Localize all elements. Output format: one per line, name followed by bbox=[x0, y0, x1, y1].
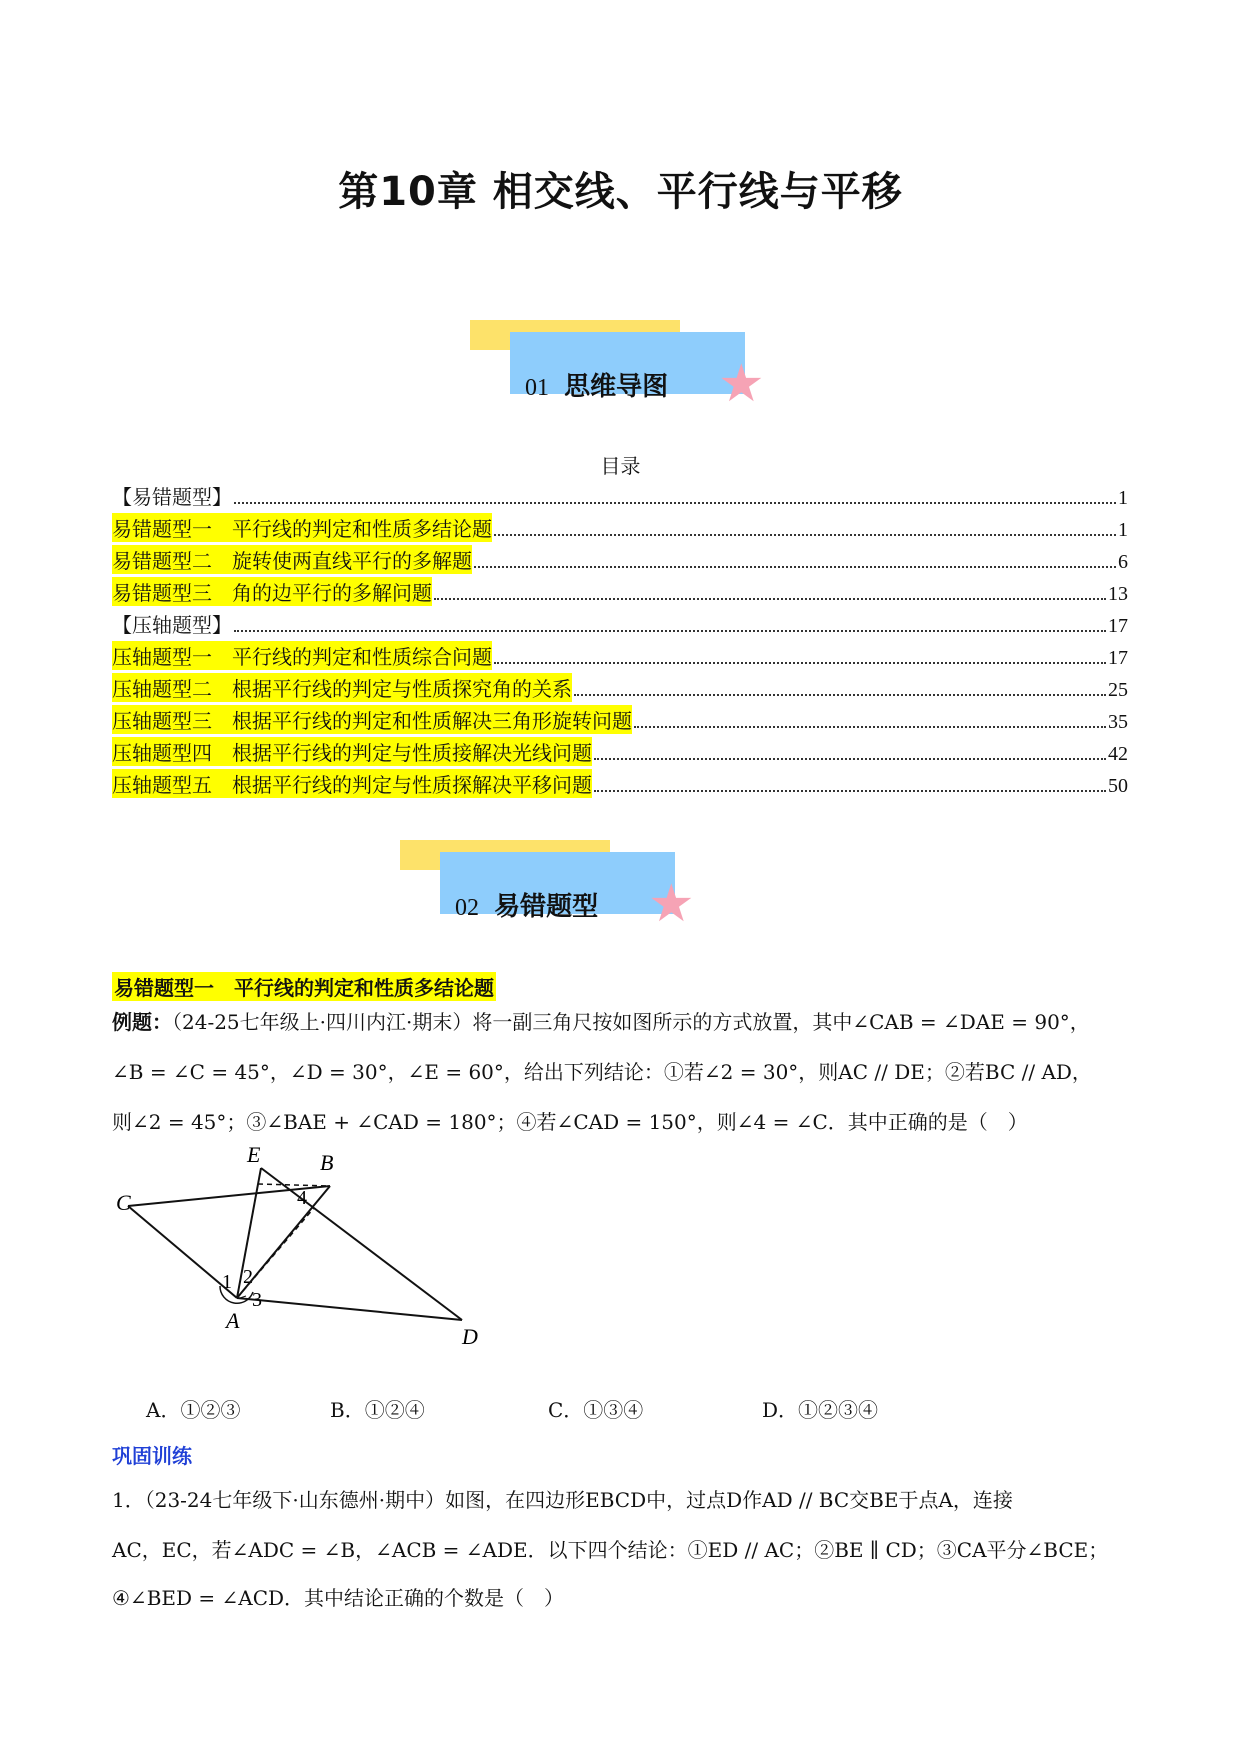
toc-item[interactable]: 【压轴题型】 17 bbox=[112, 613, 1128, 637]
example-line-2: ∠B = ∠C = 45°，∠D = 30°，∠E = 60°，给出下列结论：①若∠2 = 30°，则AC // DE；②若BC // AD， bbox=[112, 1060, 1092, 1084]
exercise-line-3: ④∠BED = ∠ACD．其中结论正确的个数是（ ） bbox=[112, 1586, 565, 1610]
point-label-D: D bbox=[462, 1324, 478, 1349]
toc-item[interactable]: 易错题型一 平行线的判定和性质多结论题 1 bbox=[112, 510, 1128, 542]
toc-item[interactable]: 【易错题型】 1 bbox=[112, 485, 1128, 509]
toc-item[interactable]: 压轴题型二 根据平行线的判定与性质探究角的关系 25 bbox=[112, 670, 1128, 702]
star-icon: ★ bbox=[718, 354, 765, 414]
option-d[interactable]: D．①②③④ bbox=[762, 1398, 879, 1422]
toc-item[interactable]: 压轴题型一 平行线的判定和性质综合问题 17 bbox=[112, 638, 1128, 670]
example-line-1: 例题：（24-25七年级上·四川内江·期末）将一副三角尺按如图所示的方式放置，其中∠CAB = ∠DAE = 90°， bbox=[112, 1010, 1090, 1034]
topic-title: 易错题型一 平行线的判定和性质多结论题 bbox=[112, 972, 496, 1001]
section-badge-01 bbox=[470, 320, 770, 420]
section-number: 02 bbox=[455, 895, 479, 921]
dashed-lines bbox=[100, 1140, 500, 1360]
dashed-EB bbox=[258, 1184, 330, 1186]
exercise-line-1: 1．（23-24七年级下·山东德州·期中）如图，在四边形EBCD中，过点D作AD // BC交BE于点A，连接 bbox=[112, 1488, 1013, 1512]
toc-item[interactable]: 压轴题型四 根据平行线的判定与性质接解决光线问题 42 bbox=[112, 734, 1128, 766]
section-label: 易错题型 bbox=[494, 892, 599, 922]
option-c[interactable]: C．①③④ bbox=[548, 1398, 644, 1422]
angle-label-2: 2 bbox=[243, 1266, 253, 1288]
toc-item[interactable]: 压轴题型五 根据平行线的判定与性质探解决平移问题 50 bbox=[112, 766, 1128, 798]
star-icon: ★ bbox=[648, 874, 695, 934]
toc-item[interactable]: 压轴题型三 根据平行线的判定和性质解决三角形旋转问题 35 bbox=[112, 702, 1128, 734]
point-label-B: B bbox=[320, 1150, 334, 1175]
toc-item[interactable]: 易错题型三 角的边平行的多解问题 13 bbox=[112, 574, 1128, 606]
example-line-3: 则∠2 = 45°；③∠BAE + ∠CAD = 180°；④若∠CAD = 150°，则∠4 = ∠C．其中正确的是（ ） bbox=[112, 1110, 1028, 1134]
training-label: 巩固训练 bbox=[112, 1444, 192, 1468]
section-label: 思维导图 bbox=[564, 372, 669, 402]
example-label: 例题： bbox=[112, 1010, 172, 1034]
angle-label-4: 4 bbox=[297, 1187, 307, 1209]
point-label-A: A bbox=[226, 1308, 240, 1333]
option-a[interactable]: A．①②③ bbox=[146, 1398, 241, 1422]
section-badge-02 bbox=[400, 840, 700, 940]
angle-label-1: 1 bbox=[222, 1271, 232, 1293]
chapter-title: 第10章 相交线、平行线与平移 bbox=[338, 169, 903, 215]
dashed-AB bbox=[237, 1208, 314, 1298]
exercise-line-2: AC，EC，若∠ADC = ∠B，∠ACB = ∠ADE．以下四个结论：①ED // AC；②BE ∥ CD；③CA平分∠BCE； bbox=[112, 1538, 1109, 1562]
point-label-E: E bbox=[247, 1142, 261, 1167]
toc-heading: 目录 bbox=[600, 454, 641, 478]
point-label-C: C bbox=[116, 1190, 131, 1215]
toc-item[interactable]: 易错题型二 旋转使两直线平行的多解题 6 bbox=[112, 542, 1128, 574]
option-b[interactable]: B．①②④ bbox=[330, 1398, 425, 1422]
angle-label-3: 3 bbox=[252, 1289, 262, 1311]
section-number: 01 bbox=[525, 375, 549, 401]
